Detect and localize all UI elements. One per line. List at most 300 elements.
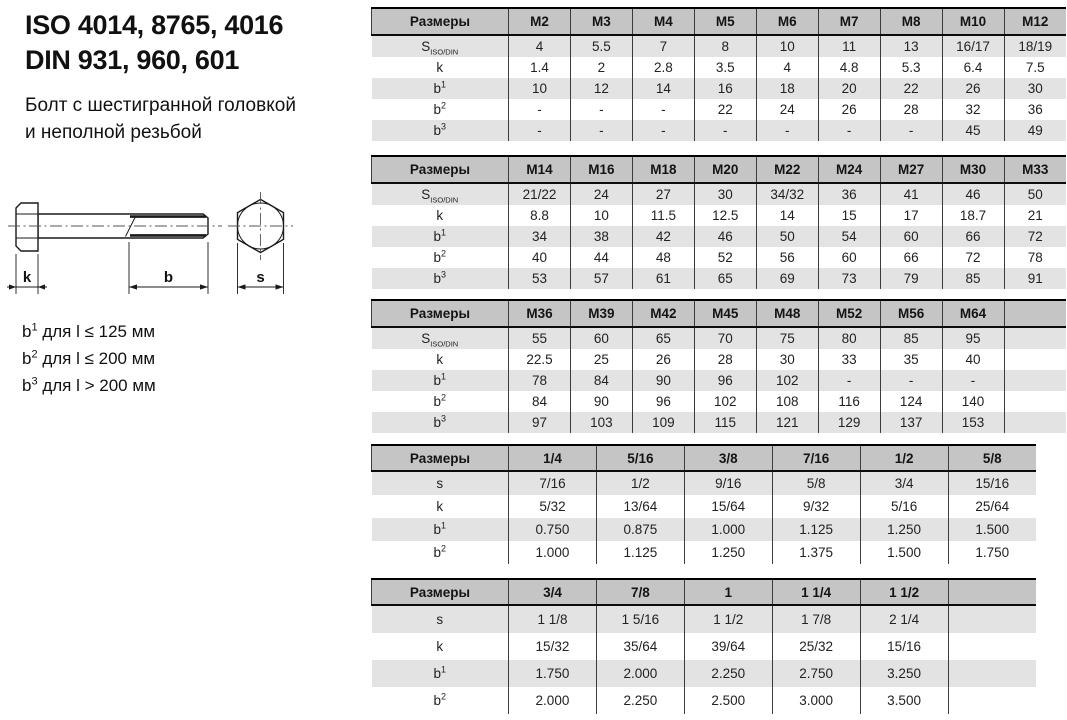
value-cell: 3.5	[694, 57, 756, 78]
empty-cell	[948, 687, 1036, 714]
value-cell: 26	[632, 349, 694, 370]
value-cell: 79	[880, 268, 942, 289]
col-header: M10	[942, 8, 1004, 35]
value-cell: 85	[942, 268, 1004, 289]
value-cell: 5.5	[570, 35, 632, 57]
col-header: 5/16	[596, 445, 684, 471]
note-b1	[22, 318, 156, 345]
table-row	[372, 687, 1037, 714]
value-cell: 46	[694, 226, 756, 247]
note-symbol: b	[22, 376, 32, 395]
value-cell: 116	[818, 391, 880, 412]
value-cell: 15/32	[509, 633, 597, 660]
value-cell: 34/32	[756, 183, 818, 205]
value-cell: 72	[942, 247, 1004, 268]
row-label: $b^2$	[433, 543, 447, 560]
table-row	[372, 660, 1037, 687]
row-label: $b^1$	[433, 664, 447, 681]
value-cell: 1.000	[509, 541, 597, 564]
value-cell: 40	[509, 247, 571, 268]
value-cell: 60	[880, 226, 942, 247]
value-cell: 66	[942, 226, 1004, 247]
col-header: 1	[684, 579, 772, 605]
value-cell: 40	[942, 349, 1004, 370]
value-cell: -	[818, 120, 880, 141]
col-header: M6	[756, 8, 818, 35]
table-row	[372, 120, 1067, 141]
row-label-header: Размеры	[372, 445, 509, 471]
row-label: k	[436, 352, 444, 367]
value-cell: -	[570, 99, 632, 120]
row-label: $S_{ISO/DIN}$	[421, 187, 459, 205]
table-row	[372, 518, 1037, 541]
value-cell: -	[818, 370, 880, 391]
value-cell: 121	[756, 412, 818, 433]
value-cell: 24	[570, 183, 632, 205]
row-label-header: Размеры	[372, 300, 509, 327]
value-cell: 4	[509, 35, 571, 57]
col-header: M8	[880, 8, 942, 35]
value-cell: 55	[509, 327, 571, 349]
note-b2	[22, 345, 156, 372]
header-row	[372, 579, 1037, 605]
value-cell: 69	[756, 268, 818, 289]
value-cell: 35	[880, 349, 942, 370]
row-label: k	[436, 639, 444, 654]
value-cell: 1.125	[772, 518, 860, 541]
value-cell: 13/64	[596, 495, 684, 518]
col-header: M20	[694, 156, 756, 183]
col-header: 1/2	[860, 445, 948, 471]
value-cell: 9/32	[772, 495, 860, 518]
value-cell: 3.000	[772, 687, 860, 714]
col-header: 3/8	[684, 445, 772, 471]
col-header: M5	[694, 8, 756, 35]
col-header: M48	[756, 300, 818, 327]
col-header: 1 1/2	[860, 579, 948, 605]
value-cell: 61	[632, 268, 694, 289]
col-header: 1/4	[509, 445, 597, 471]
value-cell: 78	[1004, 247, 1066, 268]
row-label: k	[436, 208, 444, 223]
value-cell: 96	[632, 391, 694, 412]
din-standards-line: DIN 931, 960, 601	[25, 45, 240, 76]
dim-label-b: b	[163, 269, 174, 286]
value-cell: 115	[694, 412, 756, 433]
value-cell: 8	[694, 35, 756, 57]
row-label: $b^3$	[433, 269, 447, 286]
value-cell: 11	[818, 35, 880, 57]
col-header: 3/4	[509, 579, 597, 605]
value-cell: 137	[880, 412, 942, 433]
col-header: M4	[632, 8, 694, 35]
value-cell: 2.000	[596, 660, 684, 687]
row-label-header: Размеры	[372, 579, 509, 605]
table-row	[372, 471, 1037, 495]
value-cell: 2.500	[684, 687, 772, 714]
header-row	[372, 156, 1067, 183]
value-cell: 4.8	[818, 57, 880, 78]
value-cell: 30	[1004, 78, 1066, 99]
value-cell: 1.250	[860, 518, 948, 541]
value-cell: 22.5	[509, 349, 571, 370]
value-cell: 1.000	[684, 518, 772, 541]
col-header: M3	[570, 8, 632, 35]
description-line-2: и неполной резьбой	[25, 121, 202, 143]
value-cell: 26	[942, 78, 1004, 99]
note-b3	[22, 372, 156, 399]
table-row	[372, 605, 1037, 633]
row-label: $b^3$	[433, 413, 447, 430]
value-cell: 102	[756, 370, 818, 391]
col-header: M39	[570, 300, 632, 327]
value-cell: 36	[818, 183, 880, 205]
value-cell: -	[942, 370, 1004, 391]
col-header: M56	[880, 300, 942, 327]
value-cell: 16	[694, 78, 756, 99]
value-cell: 2.8	[632, 57, 694, 78]
value-cell: 0.875	[596, 518, 684, 541]
value-cell: -	[509, 99, 571, 120]
value-cell: 20	[818, 78, 880, 99]
value-cell: 0.750	[509, 518, 597, 541]
value-cell: 7.5	[1004, 57, 1066, 78]
value-cell: 91	[1004, 268, 1066, 289]
value-cell: 72	[1004, 226, 1066, 247]
value-cell: 26	[818, 99, 880, 120]
spec-table-3	[371, 299, 1066, 433]
row-label: $b^1$	[433, 227, 447, 244]
value-cell: 10	[756, 35, 818, 57]
value-cell: 1 1/2	[684, 605, 772, 633]
value-cell: 80	[818, 327, 880, 349]
value-cell: 30	[756, 349, 818, 370]
spec-table-2	[371, 155, 1066, 289]
bolt-drawing	[6, 186, 336, 321]
spec-table-5	[371, 578, 1036, 714]
value-cell: 27	[632, 183, 694, 205]
table-row	[372, 205, 1067, 226]
row-label: $b^3$	[433, 121, 447, 138]
table-row	[372, 370, 1067, 391]
col-header: M52	[818, 300, 880, 327]
value-cell: 2	[570, 57, 632, 78]
col-header: M45	[694, 300, 756, 327]
value-cell: 1.4	[509, 57, 571, 78]
value-cell: 90	[632, 370, 694, 391]
note-symbol: b	[22, 322, 32, 341]
standards-title	[25, 8, 283, 78]
empty-cell	[1004, 370, 1066, 391]
value-cell: 53	[509, 268, 571, 289]
value-cell: 22	[694, 99, 756, 120]
table-row	[372, 99, 1067, 120]
table-row	[372, 57, 1067, 78]
value-cell: 2.250	[596, 687, 684, 714]
value-cell: 109	[632, 412, 694, 433]
value-cell: 75	[756, 327, 818, 349]
value-cell: 33	[818, 349, 880, 370]
row-label: $b^2$	[433, 392, 447, 409]
value-cell: 22	[880, 78, 942, 99]
value-cell: 73	[818, 268, 880, 289]
value-cell: 49	[1004, 120, 1066, 141]
value-cell: 3.250	[860, 660, 948, 687]
value-cell: -	[509, 120, 571, 141]
row-label: $b^1$	[433, 520, 447, 537]
value-cell: 140	[942, 391, 1004, 412]
row-label: $b^2$	[433, 691, 447, 708]
col-header: M16	[570, 156, 632, 183]
value-cell: 70	[694, 327, 756, 349]
col-header: 1 1/4	[772, 579, 860, 605]
note-superscript: 1	[31, 321, 38, 334]
note-text: для l > 200 мм	[42, 376, 156, 395]
table-row	[372, 327, 1067, 349]
row-label: $S_{ISO/DIN}$	[421, 39, 459, 57]
value-cell: 5.3	[880, 57, 942, 78]
value-cell: 16/17	[942, 35, 1004, 57]
bolt-side-view	[8, 203, 222, 251]
value-cell: 12	[570, 78, 632, 99]
value-cell: 12.5	[694, 205, 756, 226]
value-cell: 25	[570, 349, 632, 370]
empty-col-header	[948, 579, 1036, 605]
empty-cell	[948, 605, 1036, 633]
note-symbol: b	[22, 349, 32, 368]
value-cell: 25/64	[948, 495, 1036, 518]
value-cell: 60	[818, 247, 880, 268]
value-cell: 84	[570, 370, 632, 391]
value-cell: 21/22	[509, 183, 571, 205]
dim-label-k: k	[22, 269, 32, 286]
value-cell: 52	[694, 247, 756, 268]
value-cell: 4	[756, 57, 818, 78]
table-row	[372, 268, 1067, 289]
value-cell: 60	[570, 327, 632, 349]
col-header: M14	[509, 156, 571, 183]
col-header: M64	[942, 300, 1004, 327]
value-cell: 78	[509, 370, 571, 391]
value-cell: 65	[694, 268, 756, 289]
value-cell: 1.750	[948, 541, 1036, 564]
value-cell: 8.8	[509, 205, 571, 226]
value-cell: 1 5/16	[596, 605, 684, 633]
header-row	[372, 445, 1037, 471]
col-header: M36	[509, 300, 571, 327]
value-cell: 84	[509, 391, 571, 412]
value-cell: 10	[509, 78, 571, 99]
empty-cell	[1004, 391, 1066, 412]
col-header: M12	[1004, 8, 1066, 35]
col-header: M42	[632, 300, 694, 327]
value-cell: 9/16	[684, 471, 772, 495]
row-label: $b^1$	[433, 371, 447, 388]
note-text: для l ≤ 125 мм	[42, 322, 156, 341]
value-cell: 124	[880, 391, 942, 412]
empty-cell	[948, 660, 1036, 687]
value-cell: 102	[694, 391, 756, 412]
value-cell: 39/64	[684, 633, 772, 660]
value-cell: -	[632, 120, 694, 141]
value-cell: 28	[694, 349, 756, 370]
product-description	[25, 93, 296, 147]
value-cell: 48	[632, 247, 694, 268]
value-cell: 41	[880, 183, 942, 205]
value-cell: 38	[570, 226, 632, 247]
value-cell: 14	[632, 78, 694, 99]
value-cell: 25/32	[772, 633, 860, 660]
value-cell: 7	[632, 35, 694, 57]
value-cell: 95	[942, 327, 1004, 349]
value-cell: 3/4	[860, 471, 948, 495]
col-header: M33	[1004, 156, 1066, 183]
value-cell: 11.5	[632, 205, 694, 226]
value-cell: 7/16	[509, 471, 597, 495]
value-cell: 96	[694, 370, 756, 391]
value-cell: 129	[818, 412, 880, 433]
value-cell: 15/16	[860, 633, 948, 660]
dimension-b	[129, 242, 208, 294]
value-cell: 1/2	[596, 471, 684, 495]
value-cell: 103	[570, 412, 632, 433]
thread-length-notes	[22, 318, 156, 399]
value-cell: 21	[1004, 205, 1066, 226]
note-superscript: 2	[31, 348, 38, 361]
row-label: $b^2$	[433, 248, 447, 265]
value-cell: 5/32	[509, 495, 597, 518]
empty-cell	[1004, 349, 1066, 370]
row-label: s	[436, 612, 444, 627]
value-cell: 17	[880, 205, 942, 226]
value-cell: 66	[880, 247, 942, 268]
value-cell: 46	[942, 183, 1004, 205]
col-header: M30	[942, 156, 1004, 183]
row-label: $b^2$	[433, 100, 447, 117]
value-cell: 18	[756, 78, 818, 99]
table-row	[372, 78, 1067, 99]
value-cell: 5/16	[860, 495, 948, 518]
value-cell: 34	[509, 226, 571, 247]
row-label: k	[436, 499, 444, 514]
value-cell: 108	[756, 391, 818, 412]
table-row	[372, 412, 1067, 433]
value-cell: 24	[756, 99, 818, 120]
dimension-k	[7, 254, 47, 294]
value-cell: -	[570, 120, 632, 141]
value-cell: 56	[756, 247, 818, 268]
value-cell: 35/64	[596, 633, 684, 660]
value-cell: 97	[509, 412, 571, 433]
col-header: M7	[818, 8, 880, 35]
value-cell: 1.500	[860, 541, 948, 564]
spec-table-1	[371, 7, 1066, 141]
col-header: M27	[880, 156, 942, 183]
row-label: $S_{ISO/DIN}$	[421, 331, 459, 349]
spec-table-4	[371, 444, 1036, 564]
value-cell: 2.000	[509, 687, 597, 714]
row-label: s	[436, 476, 444, 491]
value-cell: 2 1/4	[860, 605, 948, 633]
value-cell: 1.125	[596, 541, 684, 564]
value-cell: 15/16	[948, 471, 1036, 495]
value-cell: 32	[942, 99, 1004, 120]
note-text: для l ≤ 200 мм	[42, 349, 156, 368]
empty-col-header	[1004, 300, 1066, 327]
value-cell: 1 7/8	[772, 605, 860, 633]
value-cell: 54	[818, 226, 880, 247]
table-row	[372, 495, 1037, 518]
value-cell: 15/64	[684, 495, 772, 518]
table-row	[372, 391, 1067, 412]
col-header: 7/8	[596, 579, 684, 605]
header-row	[372, 300, 1067, 327]
value-cell: 13	[880, 35, 942, 57]
value-cell: 85	[880, 327, 942, 349]
value-cell: 10	[570, 205, 632, 226]
value-cell: 57	[570, 268, 632, 289]
col-header: M18	[632, 156, 694, 183]
description-line-1: Болт с шестигранной головкой	[25, 95, 296, 116]
value-cell: 2.250	[684, 660, 772, 687]
value-cell: 18/19	[1004, 35, 1066, 57]
value-cell: -	[632, 99, 694, 120]
table-row	[372, 247, 1067, 268]
value-cell: 42	[632, 226, 694, 247]
value-cell: 5/8	[772, 471, 860, 495]
value-cell: -	[756, 120, 818, 141]
table-row	[372, 183, 1067, 205]
table-row	[372, 633, 1037, 660]
col-header: 5/8	[948, 445, 1036, 471]
empty-cell	[1004, 327, 1066, 349]
value-cell: 6.4	[942, 57, 1004, 78]
col-header: 7/16	[772, 445, 860, 471]
value-cell: 1.750	[509, 660, 597, 687]
table-row	[372, 349, 1067, 370]
value-cell: 1 1/8	[509, 605, 597, 633]
table-row	[372, 226, 1067, 247]
header-row	[372, 8, 1067, 35]
value-cell: 45	[942, 120, 1004, 141]
value-cell: 3.500	[860, 687, 948, 714]
value-cell: 1.250	[684, 541, 772, 564]
dim-label-s: s	[256, 269, 265, 286]
col-header: M22	[756, 156, 818, 183]
value-cell: -	[880, 120, 942, 141]
value-cell: 65	[632, 327, 694, 349]
table-row	[372, 35, 1067, 57]
value-cell: 2.750	[772, 660, 860, 687]
value-cell: 1.375	[772, 541, 860, 564]
empty-cell	[948, 633, 1036, 660]
value-cell: 36	[1004, 99, 1066, 120]
empty-cell	[1004, 412, 1066, 433]
row-label: k	[436, 60, 444, 75]
value-cell: 1.500	[948, 518, 1036, 541]
value-cell: 30	[694, 183, 756, 205]
value-cell: 18.7	[942, 205, 1004, 226]
row-label-header: Размеры	[372, 8, 509, 35]
value-cell: 90	[570, 391, 632, 412]
value-cell: -	[694, 120, 756, 141]
value-cell: 15	[818, 205, 880, 226]
value-cell: -	[880, 370, 942, 391]
value-cell: 50	[756, 226, 818, 247]
row-label-header: Размеры	[372, 156, 509, 183]
value-cell: 44	[570, 247, 632, 268]
value-cell: 28	[880, 99, 942, 120]
